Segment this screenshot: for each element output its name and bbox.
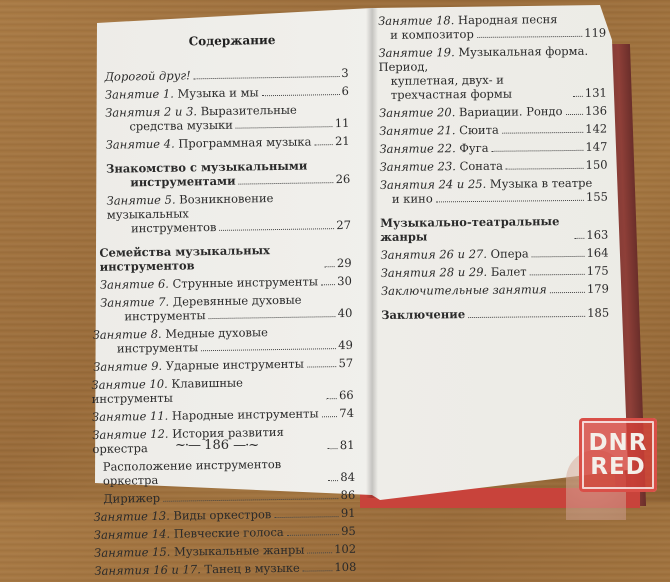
entry-title: Музыка в театре [489,175,593,191]
entry-title: История развития оркестра [92,424,284,456]
toc-entry [91,324,353,356]
book-gutter [366,8,378,498]
entry-lesson: Занятие 19. [378,45,455,60]
entry-page: 57 [338,355,354,371]
entry-lesson: Занятие 22. [379,141,456,156]
entry-title: Соната [459,158,504,174]
entry-title-cont: инструменты [124,308,206,324]
toc-entry [94,560,356,578]
entry-title: Возникновение музыкальных [106,191,274,222]
page-number [175,438,258,453]
entry-page: 81 [339,437,355,453]
entry-page: 155 [585,189,608,204]
entry-lesson: Занятие 14. [93,526,171,542]
entry-title: Дорогой друг! [104,68,191,84]
leader-dots [303,570,333,571]
entry-lesson: Занятие 4. [105,136,175,152]
entry-title: Расположение инструментов оркестра [102,456,282,488]
entry-title-cont: инструментов [130,219,217,236]
leader-dots [220,228,335,231]
entry-page: 179 [586,281,609,296]
entry-title: Народная песня [457,12,558,28]
toc-entry [94,542,356,560]
entry-title-cont: и кино [391,191,433,206]
entry-lesson: Занятие 13. [93,508,170,524]
toc-entry [88,190,351,236]
section-title-cont: инструментами [130,173,236,190]
toc-entry [380,176,608,206]
entry-page: 150 [585,157,608,172]
toc-entry [87,84,349,102]
entry-title: Сюита [459,122,499,138]
page-number-value: 186 [204,438,229,453]
entry-page: 119 [584,25,607,40]
entry-page: 131 [584,85,607,100]
leader-dots [574,238,584,239]
section-title: Знакомство с музыкальными [105,158,308,176]
entry-page: 164 [586,245,609,260]
leader-dots [262,94,340,96]
entry-page: 102 [334,541,357,557]
entry-title: Клавишные инструменты [91,375,244,406]
toc-entry [93,456,355,488]
entry-lesson: Занятие 1. [104,86,174,102]
entry-title: Музыкальная форма. Период, [378,43,589,74]
toc-entry [380,246,608,262]
toc-entry [380,158,608,174]
entry-title: Программная музыка [178,134,312,151]
entry-lesson: Занятие 20. [378,105,456,120]
toc-entry [378,44,607,102]
entry-page: 95 [341,523,356,539]
table-of-contents-left [86,32,357,582]
leader-dots [308,552,333,553]
toc-entry [90,292,352,324]
leader-dots [477,36,582,38]
entry-title: Выразительные [200,102,297,119]
entry-page: 26 [335,171,351,187]
entry-title: Заключительные занятия [380,282,547,298]
leader-dots [307,366,337,367]
entry-title-cont: инструменты [116,340,199,356]
entry-page: 91 [340,505,356,521]
entry-title: Вариации. Рондо [458,104,563,120]
leader-dots [573,96,583,97]
toc-entry [90,274,352,292]
entry-page: 86 [340,487,356,503]
entry-lesson: Занятие 11. [91,408,169,424]
entry-title-cont: и композитор [390,26,474,42]
toc-entry [93,488,355,506]
toc-entry [379,122,607,138]
section-title: Музыкально-театральные жанры [380,214,560,244]
entry-title: Музыка и мы [177,85,259,101]
entry-page: 40 [337,305,353,321]
leader-dots [502,132,583,134]
toc-entry [379,104,607,120]
entry-page: 30 [337,273,352,289]
toc-entry [93,506,355,524]
leader-dots [436,200,584,203]
toc-section [89,242,351,274]
entry-page: 21 [334,133,350,149]
entry-lesson: Занятие 6. [99,276,169,292]
leader-dots [468,316,585,318]
entry-title: Музыкальные жанры [173,542,305,559]
leader-dots [328,448,338,449]
leader-dots [550,292,585,293]
toc-entry [379,140,607,156]
entry-title-cont: средства музыки [129,117,233,134]
entry-page: 49 [338,337,353,353]
section-title: Семейства музыкальных инструментов [99,243,271,274]
section-title: Заключение [381,307,466,322]
entry-title: Балет [490,264,527,279]
entry-lesson: Занятие 10. [91,376,168,392]
leader-dots [532,256,585,258]
leader-dots [287,534,339,536]
entry-title: Медные духовые [165,325,269,341]
entry-page: 84 [340,469,356,485]
entry-lesson: Занятия 24 и 25. [379,176,487,192]
entry-title-cont: куплетная, двух- и трехчастная формы [390,72,513,102]
leader-dots [325,266,335,267]
entry-page: 147 [585,139,608,154]
entry-page: 142 [585,121,608,136]
toc-section [88,158,350,190]
toc-entry [87,66,349,84]
entry-title: Певческие голоса [173,524,284,541]
entry-title: Деревянные духовые [172,292,302,309]
entry-title: Фуга [459,140,489,156]
leader-dots [274,516,339,518]
toc-entry [91,374,353,406]
entry-page: 29 [336,255,352,271]
leader-dots [194,76,340,79]
entry-lesson: Занятие 8. [92,326,162,342]
entry-page: 6 [341,83,350,98]
entry-lesson: Занятие 9. [93,358,163,374]
entry-title: Дирижер [103,490,161,506]
entry-title: Опера [490,246,529,261]
toc-entry [381,264,609,280]
toc-entry [378,12,606,42]
toc-title: Содержание [188,33,276,49]
entry-page: 163 [586,227,609,242]
entry-page: 74 [339,405,355,421]
leader-dots [322,416,338,417]
entry-title: Народные инструменты [171,406,319,423]
leader-dots [492,150,584,152]
leader-dots [163,498,339,502]
entry-page: 66 [338,387,354,403]
entry-lesson: Занятие 23. [379,159,456,174]
entry-page: 185 [587,305,610,320]
entry-page: 136 [584,103,608,118]
ornament-icon: —·~ [233,438,259,453]
leader-dots [530,274,585,276]
entry-lesson: Занятия 28 и 29. [380,264,488,280]
toc-section [381,306,609,322]
entry-title: Виды оркестров [173,507,272,523]
leader-dots [239,182,334,184]
leader-dots [209,316,336,319]
leader-dots [506,168,584,170]
leader-dots [236,126,333,129]
entry-title: Струнные инструменты [172,274,319,291]
entry-page: 27 [336,217,352,233]
entry-lesson: Занятие 5. [106,192,176,208]
toc-entry [94,524,356,542]
toc-entry [92,406,354,424]
ornament-icon: ~·— [175,438,201,453]
toc-entry [88,134,350,152]
leader-dots [566,114,584,115]
entry-lesson: Занятие 18. [378,13,455,28]
leader-dots [328,480,338,481]
entry-lesson: Занятия 16 и 17. [94,562,201,578]
leader-dots [314,144,333,145]
entry-title: Танец в музыке [204,560,300,577]
entry-page: 3 [341,65,349,80]
entry-page: 175 [586,263,609,278]
watermark-text: DNR [588,430,648,456]
leader-dots [201,348,336,351]
toc-entry [91,356,353,374]
toc-entry [87,102,349,134]
entry-lesson: Занятия 26 и 27. [380,246,488,262]
entry-lesson: Занятие 21. [379,123,456,138]
leader-dots [321,284,335,285]
entry-page: 11 [334,115,350,131]
table-of-contents-right [378,12,609,326]
entry-lesson: Занятие 12. [92,426,169,442]
entry-lesson: Занятие 15. [94,544,171,560]
leader-dots [327,398,337,399]
toc-section [380,214,608,244]
entry-page: 108 [334,559,357,575]
watermark-logo [579,418,657,492]
entry-title: Ударные инструменты [165,356,305,373]
entry-lesson: Занятия 2 и 3. [105,104,198,120]
watermark-text: RED [590,454,646,480]
entry-lesson: Занятие 7. [100,294,170,310]
toc-entry [381,282,609,298]
